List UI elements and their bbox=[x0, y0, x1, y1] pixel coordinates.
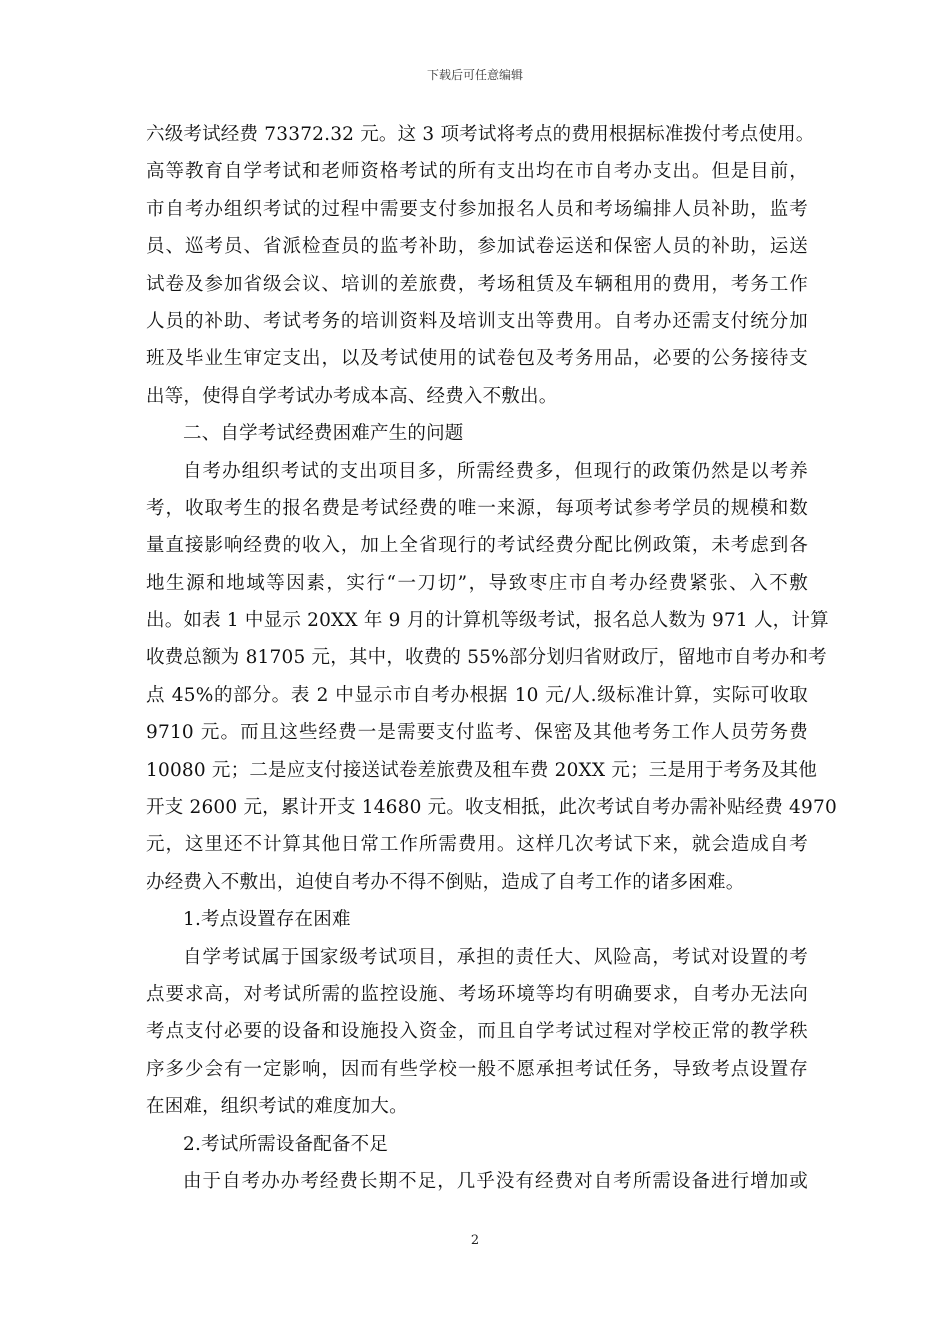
text-line: 点要求高，对考试所需的监控设施、考场环境等均有明确要求，自考办无法向 bbox=[146, 983, 808, 1005]
text-line: 市自考办组织考试的过程中需要支付参加报名人员和考场编排人员补助，监考 bbox=[146, 198, 808, 220]
text-line: 9710 元。而且这些经费一是需要支付监考、保密及其他考务工作人员劳务费 bbox=[146, 722, 808, 744]
page-header: 下载后可任意编辑 bbox=[426, 68, 523, 82]
section-heading: 二、自学考试经费困难产生的问题 bbox=[183, 423, 464, 445]
text-line: 出。如表 1 中显示 20XX 年 9 月的计算机等级考试，报名总人数为 971 人，计算 bbox=[146, 610, 829, 632]
text-line: 10080 元；二是应支付接送试卷差旅费及租车费 20XX 元；三是用于考务及其他 bbox=[146, 759, 818, 781]
text-line: 开支 2600 元，累计开支 14680 元。收支相抵，此次考试自考办需补贴经费 4970 bbox=[146, 797, 837, 819]
text-line: 试卷及参加省级会议、培训的差旅费，考场租赁及车辆租用的费用，考务工作 bbox=[146, 273, 808, 295]
subsection-heading: 1.考点设置存在困难 bbox=[183, 909, 351, 931]
text-line: 由于自考办办考经费长期不足，几乎没有经费对自考所需设备进行增加或 bbox=[183, 1170, 808, 1192]
text-line: 量直接影响经费的收入，加上全省现行的考试经费分配比例政策，未考虑到各 bbox=[146, 535, 808, 557]
text-line: 出等，使得自学考试办考成本高、经费入不敷出。 bbox=[146, 385, 558, 407]
document-body bbox=[146, 116, 837, 1200]
text-line: 员、巡考员、省派检查员的监考补助，参加试卷运送和保密人员的补助，运送 bbox=[146, 236, 808, 258]
text-line: 六级考试经费 73372.32 元。这 3 项考试将考点的费用根据标准拨付考点使用。 bbox=[146, 124, 815, 145]
text-line: 自学考试属于国家级考试项目，承担的责任大、风险高，考试对设置的考 bbox=[183, 946, 808, 968]
text-line: 地生源和地域等因素，实行“一刀切”，导致枣庄市自考办经费紧张、入不敷 bbox=[146, 572, 808, 594]
text-line: 考，收取考生的报名费是考试经费的唯一来源，每项考试参考学员的规模和数 bbox=[146, 497, 808, 519]
text-line: 办经费入不敷出，迫使自考办不得不倒贴，造成了自考工作的诸多困难。 bbox=[146, 871, 745, 893]
subsection-heading: 2.考试所需设备配备不足 bbox=[183, 1133, 389, 1155]
page-number: 2 bbox=[470, 1233, 480, 1248]
text-line: 点 45%的部分。表 2 中显示市自考办根据 10 元/人.级标准计算，实际可收取 bbox=[146, 684, 808, 706]
text-line: 收费总额为 81705 元，其中，收费的 55%部分划归省财政厅，留地市自考办和考 bbox=[146, 647, 827, 669]
text-line: 高等教育自学考试和老师资格考试的所有支出均在市自考办支出。但是目前， bbox=[146, 161, 808, 183]
text-line: 自考办组织考试的支出项目多，所需经费多，但现行的政策仍然是以考养 bbox=[183, 460, 808, 482]
text-line: 人员的补助、考试考务的培训资料及培训支出等费用。自考办还需支付统分加 bbox=[146, 310, 808, 332]
text-line: 班及毕业生审定支出，以及考试使用的试卷包及考务用品，必要的公务接待支 bbox=[146, 348, 808, 370]
text-line: 在困难，组织考试的难度加大。 bbox=[146, 1096, 408, 1118]
text-line: 序多少会有一定影响，因而有些学校一般不愿承担考试任务，导致考点设置存 bbox=[146, 1058, 808, 1080]
text-line: 元，这里还不计算其他日常工作所需费用。这样几次考试下来，就会造成自考 bbox=[146, 834, 808, 856]
text-line: 考点支付必要的设备和设施投入资金，而且自学考试过程对学校正常的教学秩 bbox=[146, 1021, 808, 1043]
